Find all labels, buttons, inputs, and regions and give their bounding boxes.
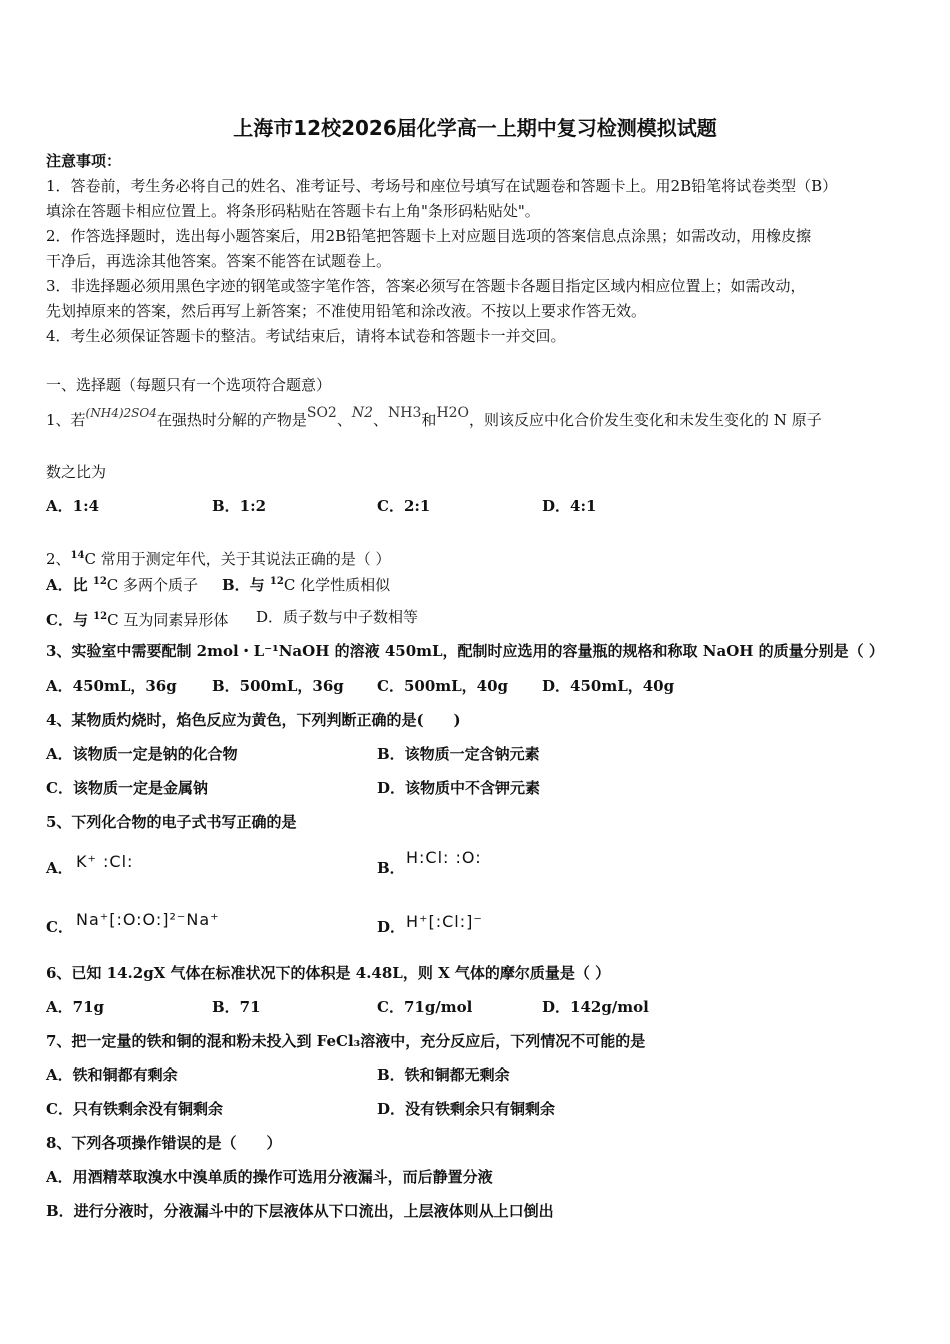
q5-option-a[interactable]: A． (46, 859, 73, 877)
q6-option-a[interactable]: A．71g (46, 998, 105, 1016)
q5-option-a-electron-formula: K⁺ :Cl: (76, 852, 134, 871)
q7-option-c[interactable]: C．只有铁剩余没有铜剩余 (46, 1100, 223, 1118)
notice-line-3: 2．作答选择题时，选出每小题答案后，用2B铅笔把答题卡上对应题目选项的答案信息点涂黑；如需改动，用橡皮擦 (46, 227, 812, 245)
question-8-stem: 8、下列各项操作错误的是（ ） (46, 1134, 282, 1152)
q8-option-a[interactable]: A．用酒精萃取溴水中溴单质的操作可选用分液漏斗，而后静置分液 (46, 1168, 493, 1186)
question-7-stem: 7、把一定量的铁和铜的混和粉未投入到 FeCl₃溶液中，充分反应后，下列情况不可能的是 (46, 1032, 646, 1050)
q1-option-a[interactable]: A．1:4 (46, 497, 100, 515)
question-3-stem: 3、实验室中需要配制 2mol・L⁻¹NaOH 的溶液 450mL，配制时应选用的容量瓶的规格和称取 NaOH 的质量分别是（ ） (46, 642, 884, 660)
q2-option-d[interactable]: D．质子数与中子数相等 (256, 608, 419, 626)
q8-option-b[interactable]: B．进行分液时，分液漏斗中的下层液体从下口流出，上层液体则从上口倒出 (46, 1202, 554, 1220)
q3-option-a[interactable]: A．450mL，36g (46, 677, 177, 695)
q1-option-b[interactable]: B．1:2 (212, 497, 267, 515)
q2-option-c[interactable]: C．与 $^{12}$C 互为同素异形体 (46, 611, 229, 629)
question-2-stem: 2、$^{14}$C 常用于测定年代，关于其说法正确的是（ ） (46, 550, 391, 568)
notice-line-4: 干净后，再选涂其他答案。答案不能答在试题卷上。 (46, 252, 392, 270)
notice-heading: 注意事项： (46, 152, 122, 170)
q3-option-d[interactable]: D．450mL，40g (542, 677, 675, 695)
q7-option-d[interactable]: D．没有铁剩余只有铜剩余 (377, 1100, 556, 1118)
notice-line-7: 4．考生必须保证答题卡的整洁。考试结束后，请将本试卷和答题卡一并交回。 (46, 327, 566, 345)
formula-h2o: H2O (436, 405, 470, 421)
notice-line-1: 1．答卷前，考生务必将自己的姓名、准考证号、考场号和座位号填写在试题卷和答题卡上。用2B铅笔将试卷类型（B） (46, 177, 838, 195)
formula-n2: N2 (351, 405, 374, 421)
q6-option-c[interactable]: C．71g/mol (377, 998, 473, 1016)
q1-option-d[interactable]: D．4:1 (542, 497, 597, 515)
q6-option-d[interactable]: D．142g/mol (542, 998, 649, 1016)
notice-line-5: 3．非选择题必须用黑色字迹的钢笔或签字笔作答，答案必须写在答题卡各题目指定区域内相应位置上；如需改动， (46, 277, 806, 295)
question-1-stem-cont: 数之比为 (46, 463, 107, 481)
q4-option-c[interactable]: C．该物质一定是金属钠 (46, 779, 208, 797)
q2-option-b[interactable]: B．与 $^{12}$C 化学性质相似 (222, 576, 391, 594)
q6-option-b[interactable]: B．71 (212, 998, 261, 1016)
notice-line-6: 先划掉原来的答案，然后再写上新答案；不准使用铅笔和涂改液。不按以上要求作答无效。 (46, 302, 647, 320)
formula-nh3: NH3 (388, 405, 422, 421)
q5-option-b[interactable]: B． (377, 859, 405, 877)
q5-option-d[interactable]: D． (377, 918, 406, 936)
q7-option-a[interactable]: A．铁和铜都有剩余 (46, 1066, 178, 1084)
formula-so2: SO2 (306, 405, 337, 421)
q5-option-c[interactable]: C． (46, 918, 73, 936)
q5-option-b-electron-formula: H:Cl: :O: (406, 848, 482, 867)
q5-option-d-electron-formula: H⁺[:Cl:]⁻ (406, 912, 483, 931)
formula-ammonium-sulfate: (NH4)2SO4 (85, 406, 157, 420)
question-4-stem: 4、某物质灼烧时，焰色反应为黄色，下列判断正确的是( ) (46, 711, 461, 729)
q7-option-b[interactable]: B．铁和铜都无剩余 (377, 1066, 510, 1084)
q4-option-b[interactable]: B．该物质一定含钠元素 (377, 745, 540, 763)
notice-line-2: 填涂在答题卡相应位置上。将条形码粘贴在答题卡右上角"条形码粘贴处"。 (46, 202, 540, 220)
q3-option-c[interactable]: C．500mL，40g (377, 677, 509, 695)
question-5-stem: 5、下列化合物的电子式书写正确的是 (46, 813, 297, 831)
q3-option-b[interactable]: B．500mL，36g (212, 677, 344, 695)
q2-option-a[interactable]: A．比 $^{12}$C 多两个质子 (46, 576, 199, 594)
q4-option-d[interactable]: D．该物质中不含钾元素 (377, 779, 541, 797)
q5-option-c-electron-formula: Na⁺[:O:O:]²⁻Na⁺ (76, 910, 220, 929)
q1-option-c[interactable]: C．2:1 (377, 497, 431, 515)
question-6-stem: 6、已知 14.2gX 气体在标准状况下的体积是 4.48L，则 X 气体的摩尔质量是（ ） (46, 964, 611, 982)
section-heading: 一、选择题（每题只有一个选项符合题意） (46, 376, 332, 394)
page-title: 上海市12校2026届化学高一上期中复习检测模拟试题 (233, 116, 717, 140)
q4-option-a[interactable]: A．该物质一定是钠的化合物 (46, 745, 238, 763)
question-1-stem: 1、若$^{(NH4)2SO4}$在强热时分解的产物是SO2、N2、NH3和H2O，则该反应中化合价发生变化和未发生变化的 N 原子 (46, 405, 822, 429)
